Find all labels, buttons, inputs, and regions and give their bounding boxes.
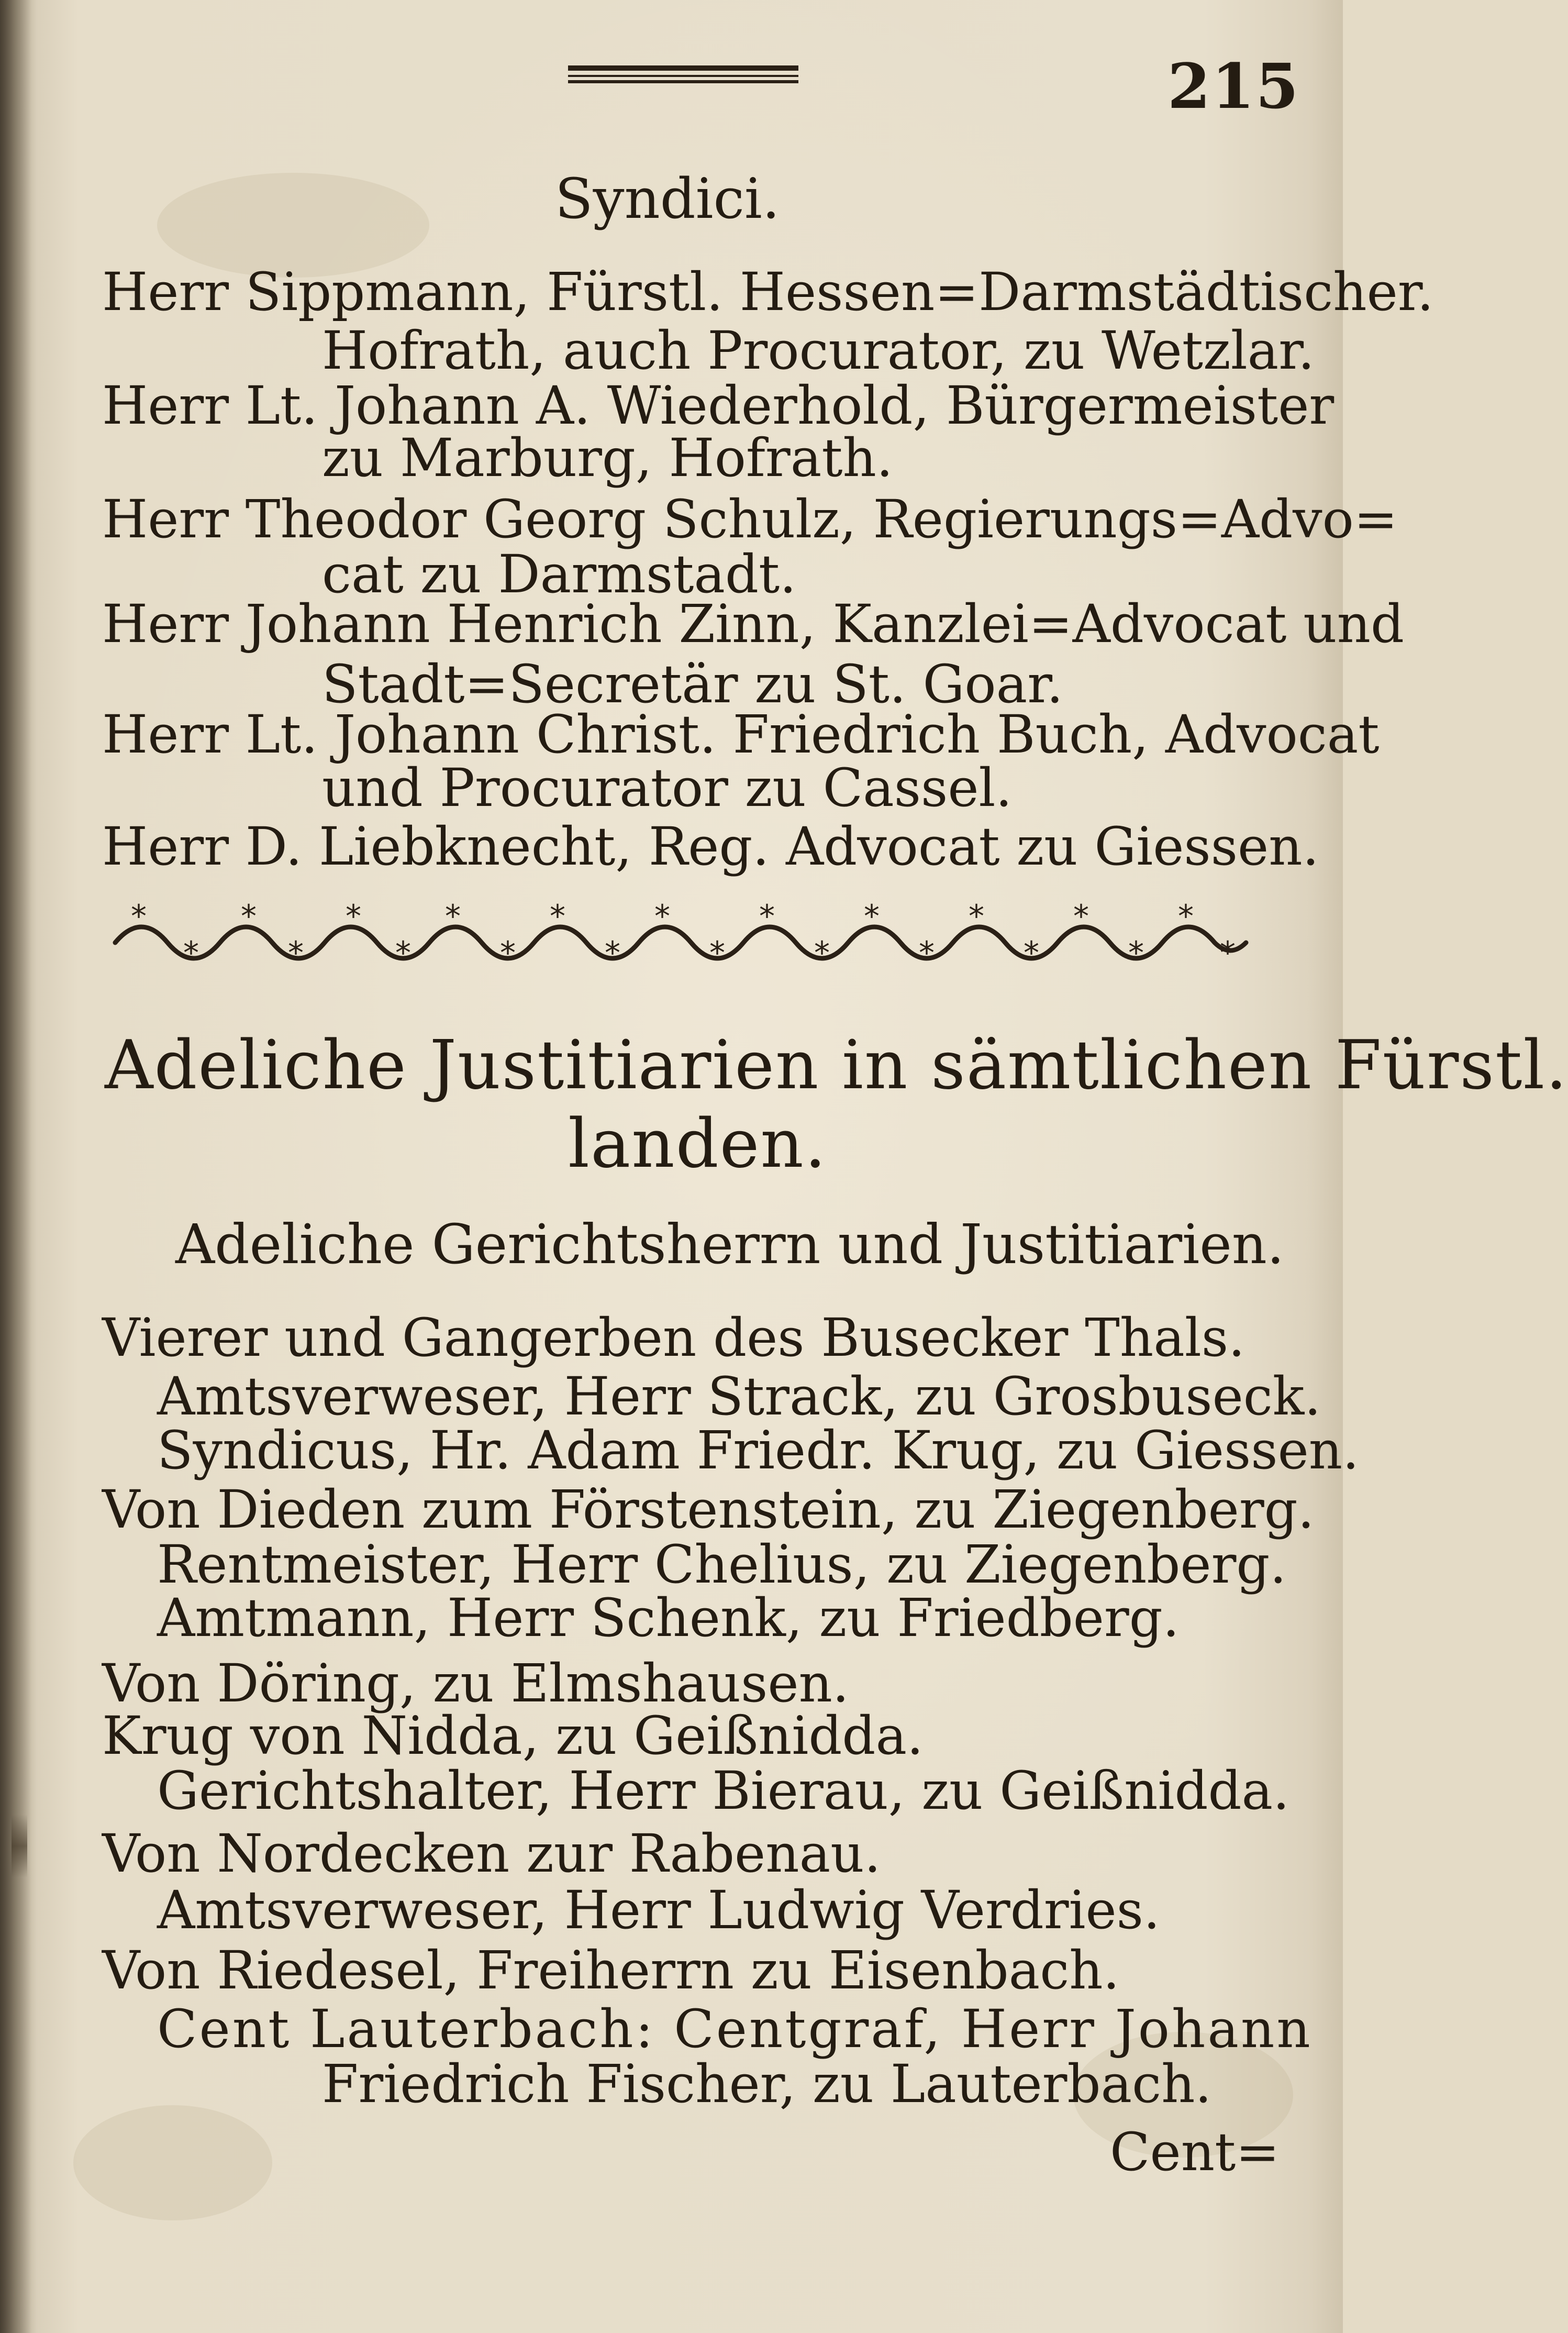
subsection-title: Adeliche Gerichtsherrn und Justitiarien. [175, 1212, 1284, 1276]
entry-line: Herr D. Liebknecht, Reg. Advocat zu Giessen. [102, 816, 1319, 877]
svg-text:*: * [288, 935, 304, 971]
section-title-justitiarien: Adeliche Justitiarien in sämtlichen Fürstl. [105, 1026, 1568, 1104]
svg-text:*: * [550, 898, 565, 935]
entry-line: Amtsverweser, Herr Ludwig Verdries. [157, 1879, 1160, 1941]
entry-line: zu Marburg, Hofrath. [322, 427, 893, 489]
entry-line: Von Dieden zum Förstenstein, zu Ziegenberg. [102, 1479, 1315, 1540]
entry-line: Krug von Nidda, zu Geißnidda. [102, 1705, 924, 1766]
entry-line: und Procurator zu Cassel. [322, 757, 1013, 819]
entry-line: Vierer und Gangerben des Busecker Thals. [102, 1307, 1245, 1368]
svg-text:*: * [1128, 935, 1144, 971]
svg-text:*: * [969, 898, 984, 935]
entry-line: Herr Johann Henrich Zinn, Kanzlei=Advocat und [102, 593, 1405, 655]
entry-line: Syndicus, Hr. Adam Friedr. Krug, zu Giessen. [157, 1420, 1359, 1481]
svg-text:*: * [919, 935, 935, 971]
entry-line: cat zu Darmstadt. [322, 544, 797, 605]
header-rule [568, 65, 798, 83]
entry-line: Friedrich Fischer, zu Lauterbach. [322, 2053, 1212, 2115]
svg-text:*: * [1220, 935, 1236, 971]
svg-text:*: * [1024, 935, 1039, 971]
svg-text:*: * [445, 898, 461, 935]
entry-line: Von Riedesel, Freiherrn zu Eisenbach. [102, 1940, 1120, 2001]
entry-line: Herr Sippmann, Fürstl. Hessen=Darmstädtischer. [102, 261, 1434, 323]
svg-text:*: * [709, 935, 725, 971]
svg-text:*: * [183, 935, 199, 971]
svg-text:*: * [1178, 898, 1194, 935]
entry-line: Rentmeister, Herr Chelius, zu Ziegenberg. [157, 1534, 1287, 1595]
entry-line: Stadt=Secretär zu St. Goar. [322, 654, 1063, 715]
entry-line: Herr Lt. Johann Christ. Friedrich Buch, Advocat [102, 704, 1380, 765]
gutter-shadow [0, 0, 31, 2333]
svg-text:*: * [346, 898, 361, 935]
svg-text:*: * [654, 898, 670, 935]
svg-text:*: * [395, 935, 411, 971]
page-number: 215 [1167, 50, 1300, 123]
svg-text:*: * [500, 935, 516, 971]
svg-text:*: * [605, 935, 620, 971]
section-title-justitiarien-cont: landen. [568, 1105, 827, 1183]
catchword: Cent= [1110, 2121, 1280, 2183]
page-edge-mark [12, 1815, 27, 1877]
entry-line: Amtsverweser, Herr Strack, zu Grosbuseck. [157, 1366, 1321, 1427]
entry-line: Von Döring, zu Elmshausen. [102, 1653, 849, 1714]
entry-line: Herr Theodor Georg Schulz, Regierungs=Advo= [102, 489, 1398, 550]
entry-line: Herr Lt. Johann A. Wiederhold, Bürgermeister [102, 375, 1335, 436]
entry-line: Gerichtshalter, Herr Bierau, zu Geißnidda. [157, 1760, 1289, 1821]
svg-text:*: * [759, 898, 775, 935]
entry-line: Cent Lauterbach: Centgraf, Herr Johann [157, 1998, 1313, 2060]
svg-text:*: * [864, 898, 880, 935]
svg-text:*: * [1073, 898, 1089, 935]
svg-text:*: * [241, 898, 257, 935]
ornamental-divider [110, 895, 1251, 969]
svg-text:*: * [814, 935, 830, 971]
svg-text:*: * [131, 898, 147, 935]
paper-stain [73, 2105, 272, 2220]
entry-line: Von Nordecken zur Rabenau. [102, 1823, 881, 1884]
section-title-syndici: Syndici. [555, 167, 780, 231]
entry-line: Amtmann, Herr Schenk, zu Friedberg. [157, 1587, 1180, 1649]
entry-line: Hofrath, auch Procurator, zu Wetzlar. [322, 320, 1315, 381]
